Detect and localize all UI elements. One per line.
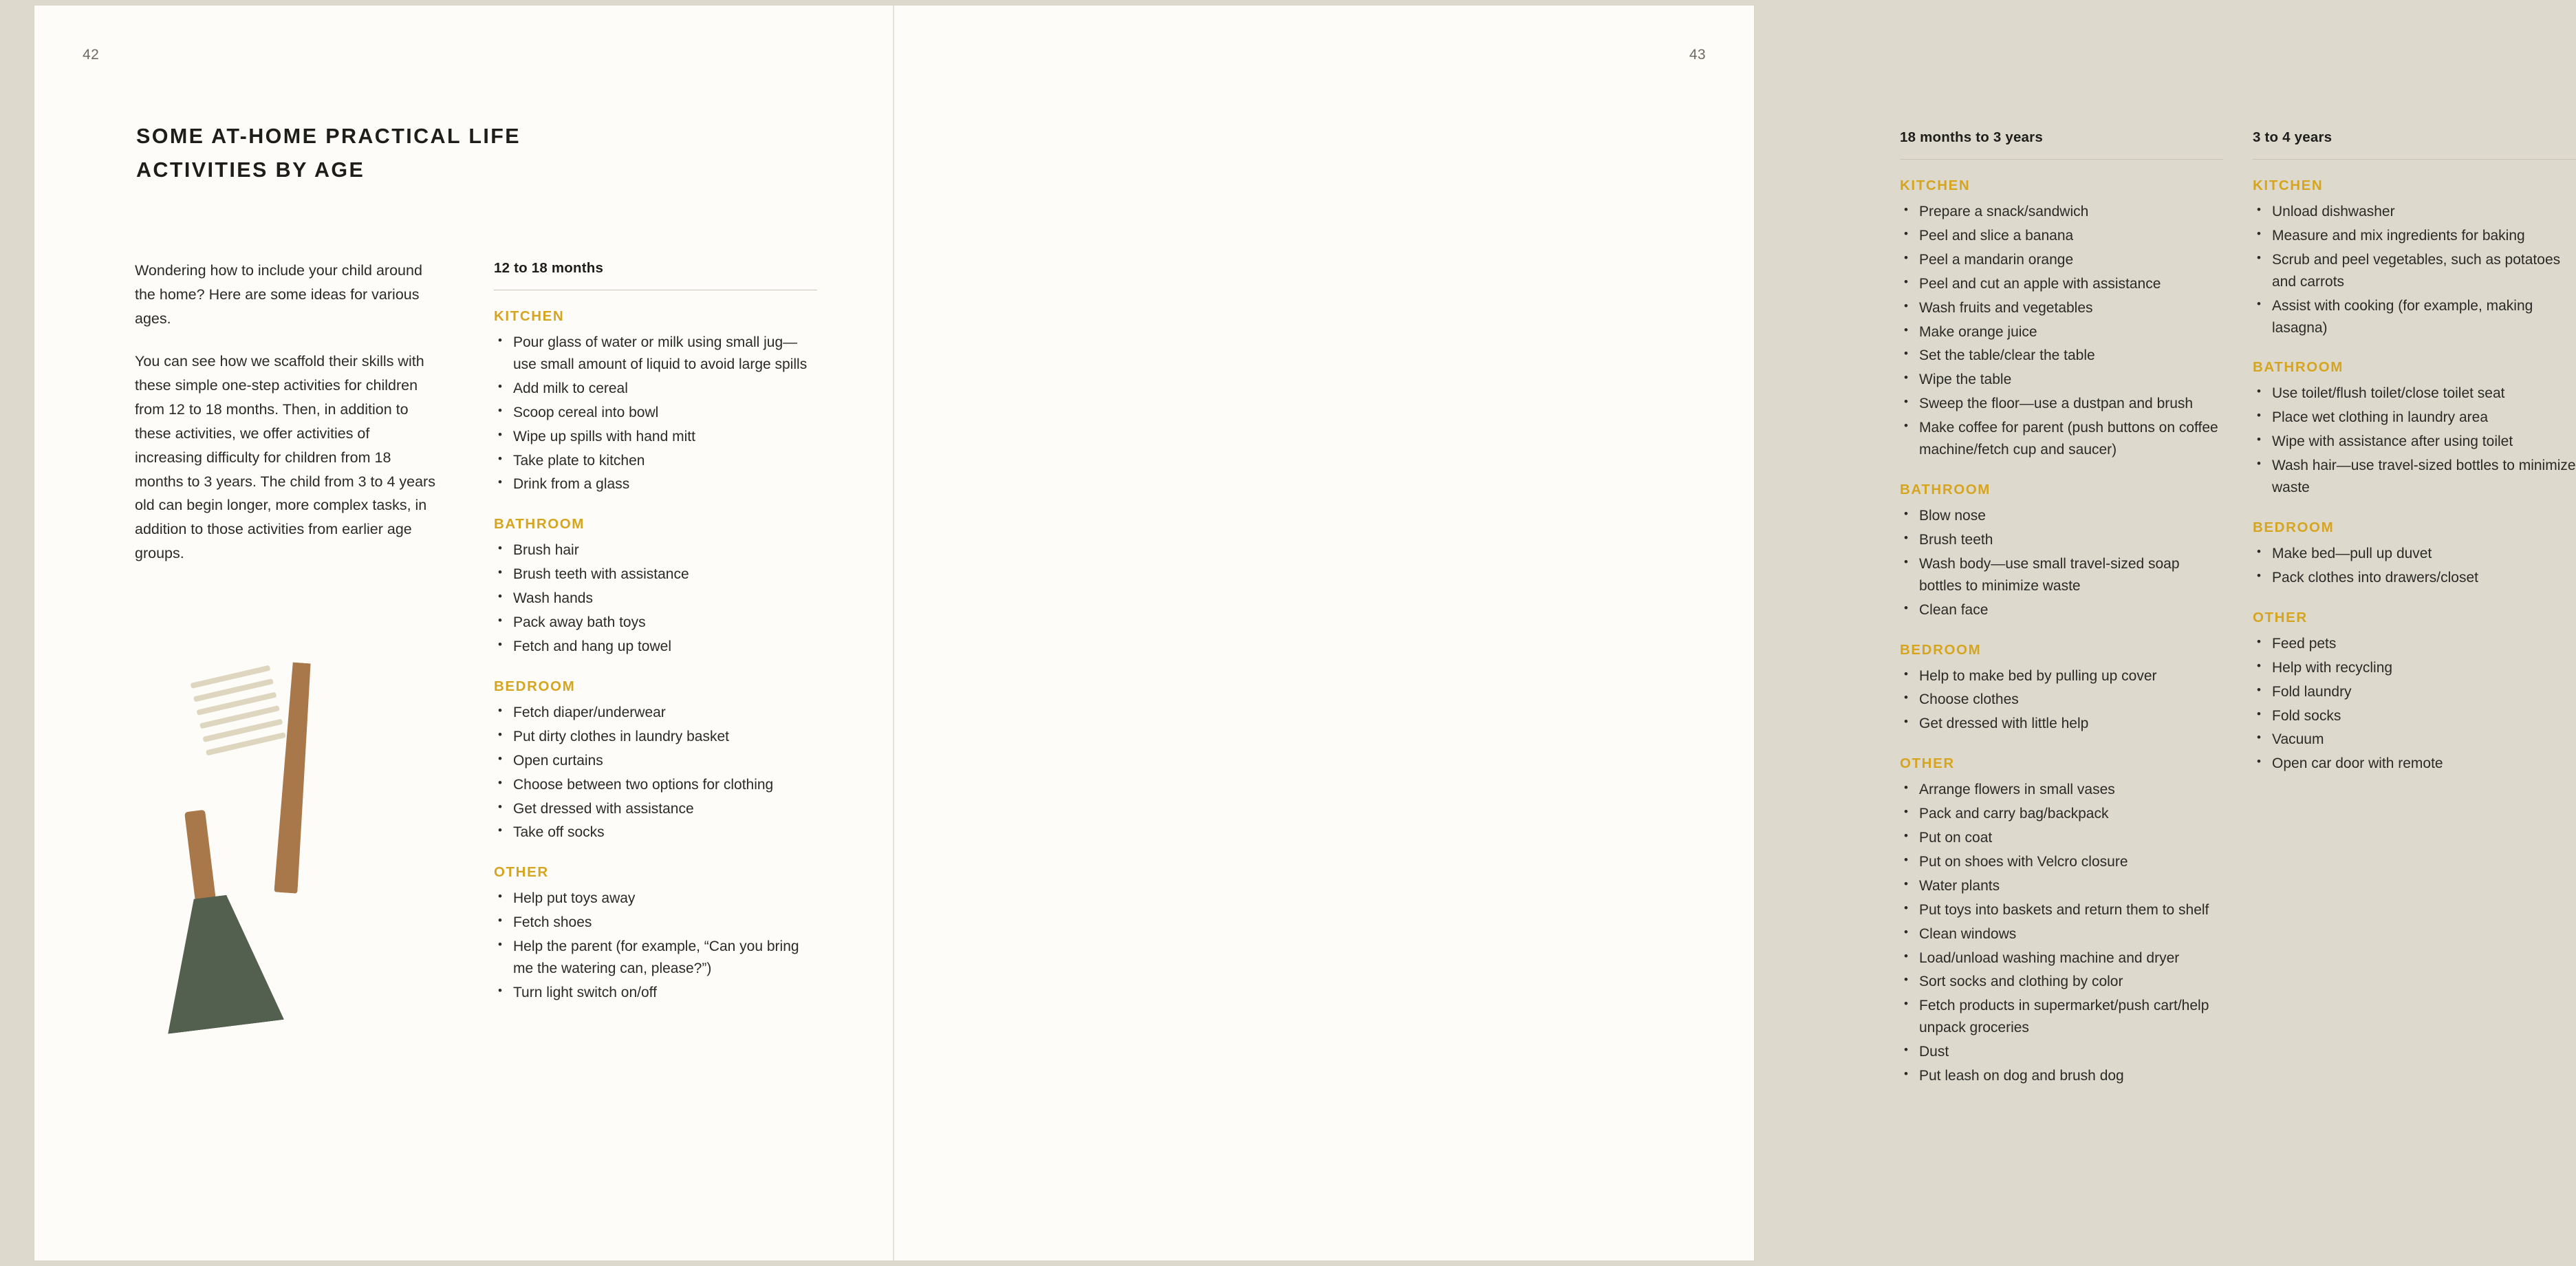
list-item: • Measure and mix ingredients for baking	[2253, 225, 2576, 247]
list-item: • Put toys into baskets and return them to shelf	[1900, 899, 2223, 921]
brush-bristles-icon	[191, 665, 291, 777]
activity-list	[1900, 201, 2223, 461]
list-item: • Vacuum	[2253, 729, 2576, 751]
scraper-blade-icon	[152, 890, 284, 1033]
list-item: • Open curtains	[494, 750, 817, 772]
list-item: • Pack away bath toys	[494, 612, 817, 634]
list-item: • Wash body—use small travel-sized soap bottles to minimize waste	[1900, 553, 2223, 597]
activity-list	[2253, 543, 2576, 589]
age-column-12-to-18-months	[494, 260, 817, 1006]
activity-list	[494, 888, 817, 1004]
brush-handle-icon	[274, 662, 313, 894]
list-item: • Make bed—pull up duvet	[2253, 543, 2576, 565]
intro-text	[135, 259, 437, 566]
list-item: • Get dressed with little help	[1900, 713, 2223, 735]
list-item: • Fetch products in supermarket/push cart/help unpack groceries	[1900, 995, 2223, 1039]
list-item: • Fetch diaper/underwear	[494, 702, 817, 724]
list-item: • Help the parent (for example, “Can you bring me the watering can, please?”)	[494, 936, 817, 980]
list-item: • Fold laundry	[2253, 681, 2576, 703]
list-item: • Take off socks	[494, 822, 817, 844]
category-heading: OTHER	[2253, 609, 2308, 625]
list-item: • Prepare a snack/sandwich	[1900, 201, 2223, 223]
list-item: • Scrub and peel vegetables, such as potatoes and carrots	[2253, 249, 2576, 293]
category-heading: BEDROOM	[1900, 641, 1982, 658]
activity-list	[2253, 383, 2576, 499]
list-item: • Help to make bed by pulling up cover	[1900, 665, 2223, 687]
list-item: • Choose clothes	[1900, 689, 2223, 711]
list-item: • Drink from a glass	[494, 473, 817, 495]
list-item: • Fold socks	[2253, 705, 2576, 727]
list-item: • Arrange flowers in small vases	[1900, 779, 2223, 801]
list-item: • Put on shoes with Velcro closure	[1900, 851, 2223, 873]
list-item: • Put leash on dog and brush dog	[1900, 1065, 2223, 1087]
list-item: • Water plants	[1900, 875, 2223, 897]
activity-list	[2253, 201, 2576, 339]
list-item: • Help put toys away	[494, 888, 817, 910]
activity-list	[1900, 505, 2223, 621]
category-heading: BATHROOM	[494, 516, 585, 533]
list-item: • Put on coat	[1900, 827, 2223, 849]
list-item: • Fetch shoes	[494, 912, 817, 934]
list-item: • Assist with cooking (for example, making lasagna)	[2253, 295, 2576, 339]
list-item: • Add milk to cereal	[494, 378, 817, 400]
category-heading: KITCHEN	[1900, 178, 1971, 193]
activity-list	[1900, 665, 2223, 736]
list-item: • Wipe the table	[1900, 369, 2223, 391]
list-item: • Use toilet/flush toilet/close toilet seat	[2253, 383, 2576, 405]
intro-paragraph-1: Wondering how to include your child around the home? Here are some ideas for various ages.	[135, 262, 422, 327]
list-item: • Make coffee for parent (push buttons on coffee machine/fetch cup and saucer)	[1900, 417, 2223, 461]
category-heading: OTHER	[1900, 755, 1955, 772]
list-item: • Clean windows	[1900, 923, 2223, 945]
list-item: • Wash hands	[494, 588, 817, 610]
age-column-3-to-4-years	[2253, 129, 2576, 777]
list-item: • Turn light switch on/off	[494, 982, 817, 1004]
list-item: • Clean face	[1900, 599, 2223, 621]
column-heading: 18 months to 3 years	[1900, 129, 2223, 160]
category-heading: KITCHEN	[494, 308, 565, 324]
activity-list	[494, 702, 817, 844]
list-item: • Scoop cereal into bowl	[494, 402, 817, 424]
age-column-18-months-to-3-years	[1900, 129, 2223, 1089]
activity-list	[494, 539, 817, 658]
page-right	[894, 6, 2576, 1260]
page-left	[34, 6, 894, 1260]
list-item: • Wipe with assistance after using toilet	[2253, 431, 2576, 453]
page-number-left: 42	[83, 47, 100, 63]
list-item: • Pack clothes into drawers/closet	[2253, 567, 2576, 589]
list-item: • Get dressed with assistance	[494, 798, 817, 820]
list-item: • Brush teeth	[1900, 529, 2223, 551]
activity-list	[494, 332, 817, 495]
list-item: • Sort socks and clothing by color	[1900, 971, 2223, 993]
list-item: • Load/unload washing machine and dryer	[1900, 947, 2223, 969]
list-item: • Open car door with remote	[2253, 753, 2576, 775]
list-item: • Pour glass of water or milk using small jug—use small amount of liquid to avoid large spills	[494, 332, 817, 376]
activity-list	[2253, 633, 2576, 775]
brush-and-scraper-illustration	[172, 663, 378, 1048]
list-item: • Set the table/clear the table	[1900, 345, 2223, 367]
category-heading: BEDROOM	[2253, 519, 2335, 535]
list-item: • Place wet clothing in laundry area	[2253, 407, 2576, 429]
category-heading: BATHROOM	[2253, 359, 2344, 376]
list-item: • Fetch and hang up towel	[494, 636, 817, 658]
list-item: • Brush teeth with assistance	[494, 564, 817, 586]
list-item: • Peel and slice a banana	[1900, 225, 2223, 247]
list-item: • Wash hair—use travel-sized bottles to minimize waste	[2253, 455, 2576, 499]
list-item: • Feed pets	[2253, 633, 2576, 655]
column-heading: 12 to 18 months	[494, 260, 817, 290]
page-number-right: 43	[1689, 47, 1706, 63]
list-item: • Blow nose	[1900, 505, 2223, 527]
category-heading: KITCHEN	[2253, 178, 2324, 193]
list-item: • Peel a mandarin orange	[1900, 249, 2223, 271]
list-item: • Pack and carry bag/backpack	[1900, 803, 2223, 825]
category-heading: BATHROOM	[1900, 481, 1991, 497]
page-title: SOME AT-HOME PRACTICAL LIFE ACTIVITIES BY AGE	[136, 125, 521, 182]
book-spread	[34, 6, 2576, 1260]
list-item: • Unload dishwasher	[2253, 201, 2576, 223]
category-heading: OTHER	[494, 864, 549, 881]
list-item: • Make orange juice	[1900, 321, 2223, 343]
list-item: • Choose between two options for clothing	[494, 774, 817, 796]
activity-list	[1900, 779, 2223, 1087]
list-item: • Help with recycling	[2253, 657, 2576, 679]
list-item: • Sweep the floor—use a dustpan and brush	[1900, 393, 2223, 415]
column-heading: 3 to 4 years	[2253, 129, 2576, 160]
list-item: • Wash fruits and vegetables	[1900, 297, 2223, 319]
list-item: • Put dirty clothes in laundry basket	[494, 726, 817, 748]
list-item: • Wipe up spills with hand mitt	[494, 426, 817, 448]
list-item: • Brush hair	[494, 539, 817, 561]
intro-paragraph-2: You can see how we scaffold their skills with these simple one-step activities for children from 12 to 18 months. Then, in addition to these activities, we offer activities of increasing difficulty for children from 18 months to 3 years. The child from 3 to 4 years old can begin longer, more complex tasks, in addition to those activities from earlier age groups.	[135, 353, 435, 562]
list-item: • Peel and cut an apple with assistance	[1900, 273, 2223, 295]
list-item: • Take plate to kitchen	[494, 450, 817, 472]
category-heading: BEDROOM	[494, 678, 576, 694]
list-item: • Dust	[1900, 1041, 2223, 1063]
